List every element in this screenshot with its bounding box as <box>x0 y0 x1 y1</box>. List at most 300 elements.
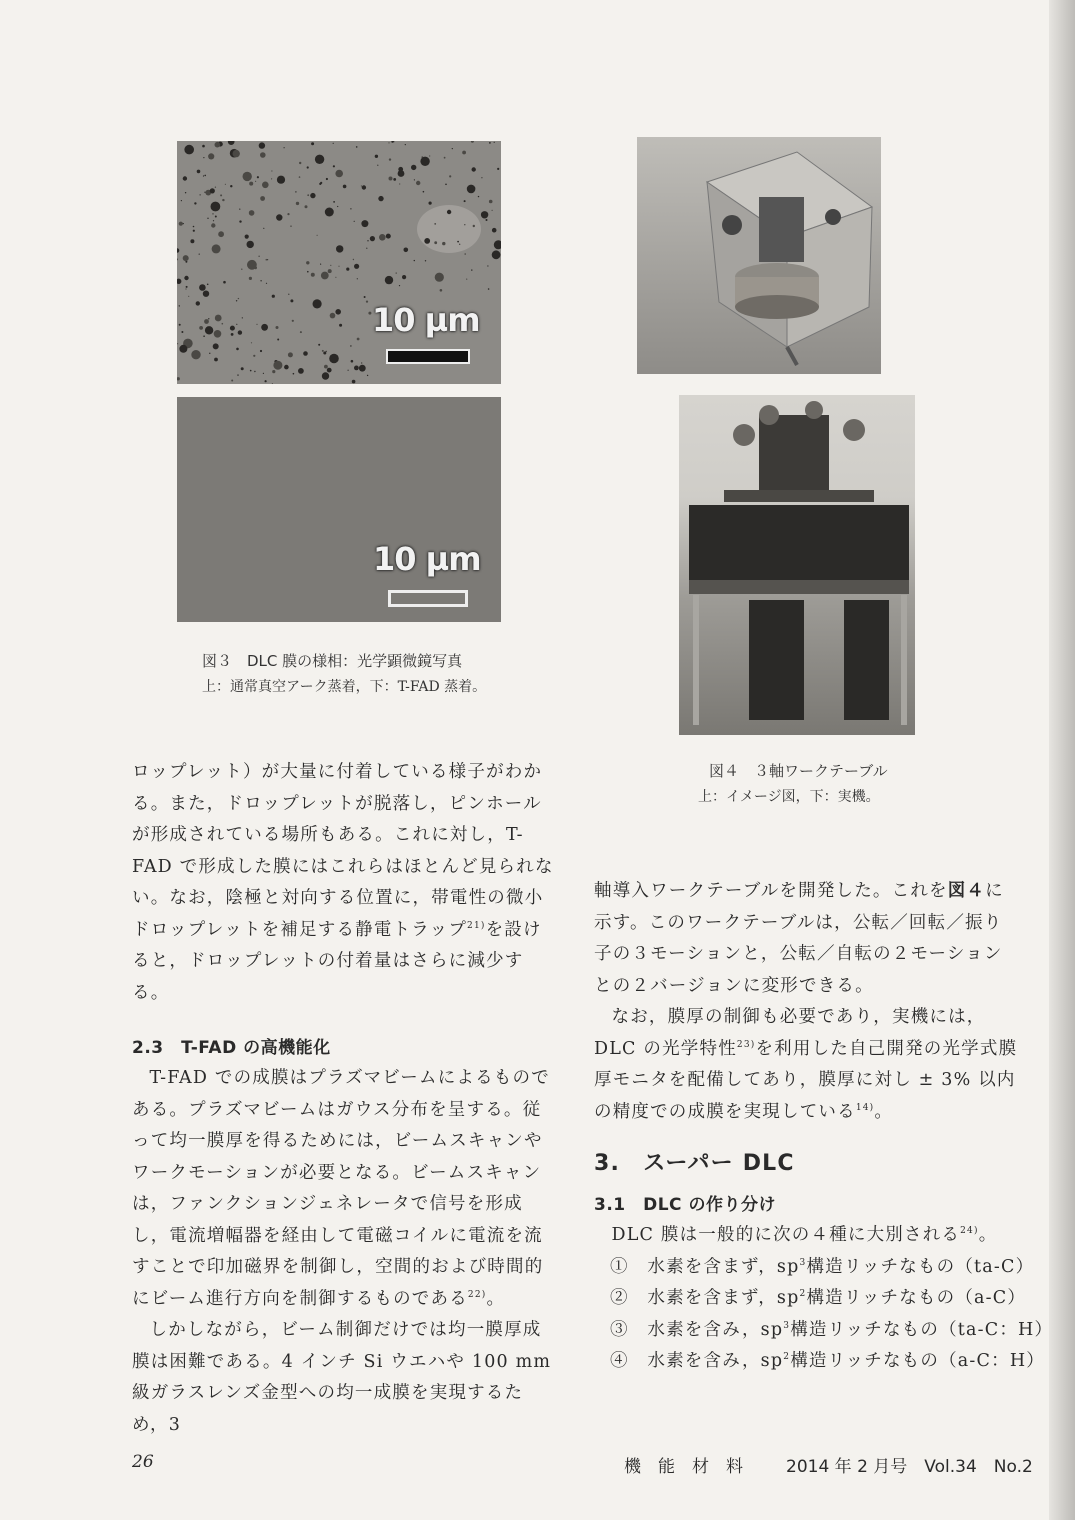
droplet-dot <box>323 352 326 355</box>
droplet-dot <box>299 176 301 178</box>
scale-label-bottom: 10 µm <box>373 540 481 578</box>
droplet-dot <box>241 269 242 270</box>
droplet-dot <box>330 265 331 266</box>
droplet-dot <box>203 291 209 297</box>
droplet-dot <box>366 248 367 249</box>
droplet-dot <box>494 240 501 249</box>
droplet-dot <box>199 284 206 291</box>
droplet-dot <box>177 258 178 260</box>
droplet-dot <box>447 210 451 214</box>
droplet-dot <box>306 261 309 264</box>
droplet-dot <box>361 185 362 186</box>
droplet-dot <box>379 234 386 241</box>
droplet-dot <box>249 210 255 216</box>
droplet-dot <box>385 276 393 284</box>
droplet-dot <box>471 269 472 270</box>
droplet-dot <box>346 268 349 271</box>
droplet-dot <box>255 181 256 182</box>
scale-bar-bottom <box>388 590 468 607</box>
droplet-dot <box>186 286 188 288</box>
droplet-dot <box>236 348 239 351</box>
droplet-dot <box>293 373 295 375</box>
droplet-dot <box>337 206 338 207</box>
droplet-dot <box>277 176 285 184</box>
droplet-dot <box>207 218 208 219</box>
droplet-dot <box>319 183 321 185</box>
droplet-dot <box>350 208 352 210</box>
droplet-dot <box>492 210 493 211</box>
droplet-dot <box>320 264 321 265</box>
ref-23: 23) <box>736 1039 756 1050</box>
droplet-dot <box>200 194 201 195</box>
droplet-dot <box>335 277 336 278</box>
droplet-dot <box>296 202 299 205</box>
droplet-dot <box>338 266 339 267</box>
droplet-dot <box>361 220 368 227</box>
dlc-item-num: ① <box>610 1256 648 1277</box>
droplet-dot <box>335 309 341 315</box>
droplet-dot <box>213 343 219 349</box>
droplet-dot <box>267 259 268 260</box>
droplet-dot <box>492 250 501 259</box>
worktable-render-drawing <box>637 137 881 374</box>
droplet-dot <box>196 301 200 305</box>
droplet-dot <box>307 166 309 168</box>
droplet-dots <box>177 141 501 384</box>
droplet-dot <box>445 184 447 186</box>
droplet-dot <box>471 141 474 143</box>
droplet-dot <box>272 295 275 298</box>
droplet-dot <box>179 222 183 226</box>
section-2-3-heading: 2.3 T-FAD の高機能化 <box>132 1038 331 1058</box>
droplet-dot <box>370 236 375 241</box>
right-column <box>594 876 1054 1378</box>
droplet-dot <box>307 194 309 196</box>
droplet-dot <box>364 296 366 298</box>
dlc-type-item <box>594 1252 1035 1284</box>
scale-bar-top <box>386 349 470 364</box>
droplet-dot <box>271 178 272 179</box>
droplet-dot <box>253 355 255 357</box>
droplet-dot <box>354 221 355 222</box>
droplet-dot <box>284 365 289 370</box>
droplet-dot <box>326 351 327 352</box>
droplet-dot <box>241 367 244 370</box>
left-para2-end: 。 <box>486 1288 506 1309</box>
droplet-dot <box>321 272 329 280</box>
droplet-dot <box>194 202 196 204</box>
droplet-dot <box>492 228 497 233</box>
droplet-dot <box>179 305 180 306</box>
droplet-dot <box>429 155 430 156</box>
droplet-dot <box>333 165 335 167</box>
droplet-dot <box>425 260 426 261</box>
droplet-dot <box>449 175 451 177</box>
droplet-dot <box>211 202 221 212</box>
droplet-dot <box>203 335 205 337</box>
droplet-dot <box>489 142 491 144</box>
droplet-dot <box>203 157 204 158</box>
dlc-item-sup: 2 <box>783 1352 791 1363</box>
droplet-dot <box>402 275 406 279</box>
droplet-dot <box>230 185 232 187</box>
droplet-dot <box>389 177 393 181</box>
droplet-dot <box>251 342 252 343</box>
dlc-item-pre: 水素を含まず，sp <box>647 1256 800 1277</box>
droplet-dot <box>396 272 397 273</box>
droplet-dot <box>214 330 222 338</box>
droplet-dot <box>199 326 203 330</box>
ref-14: 14) <box>855 1102 875 1113</box>
droplet-dot <box>339 324 342 327</box>
droplet-dot <box>398 167 403 172</box>
droplet-dot <box>326 178 328 180</box>
droplet-dot <box>315 155 324 164</box>
droplet-dot <box>494 142 495 143</box>
ref-24: 24) <box>960 1226 979 1237</box>
droplet-dot <box>389 158 391 160</box>
droplet-dot <box>330 313 336 319</box>
droplet-dot <box>311 142 314 145</box>
droplet-dot <box>276 326 279 329</box>
droplet-dot <box>440 289 443 292</box>
right-paragraph-3 <box>594 1220 1019 1252</box>
droplet-dot <box>207 284 209 286</box>
right-para3-text: DLC 膜は一般的に次の４種に大別される <box>611 1225 961 1245</box>
droplet-dot <box>348 370 349 371</box>
droplet-dot <box>243 172 252 181</box>
droplet-dot <box>313 299 322 308</box>
droplet-dot <box>263 228 264 229</box>
droplet-dot <box>404 248 409 253</box>
droplet-dot <box>210 188 215 193</box>
droplet-dot <box>472 167 476 171</box>
dlc-item-sup: 2 <box>799 1289 807 1300</box>
droplet-dot <box>457 241 459 243</box>
droplet-dot <box>388 142 389 143</box>
droplet-dot <box>212 213 213 214</box>
droplet-dot <box>247 260 257 270</box>
droplet-dot <box>222 199 224 201</box>
droplet-dot <box>203 175 204 176</box>
droplet-dot <box>368 312 371 315</box>
droplet-dot <box>473 225 475 227</box>
droplet-dot <box>215 216 217 218</box>
droplet-dot <box>322 372 329 379</box>
left-para1-end: を設けると，ドロップレットの付着量はさらに減少する。 <box>132 919 542 1003</box>
figure4-caption: 図４ ３軸ワークテーブル <box>709 762 888 780</box>
droplet-dot <box>205 326 213 334</box>
droplet-dot <box>452 148 453 149</box>
droplet-dot <box>193 226 195 228</box>
droplet-dot <box>254 371 255 372</box>
droplet-dot <box>464 253 466 255</box>
droplet-dot <box>261 324 268 331</box>
dlc-item-sup: 3 <box>799 1257 807 1268</box>
droplet-dot <box>231 333 234 336</box>
right-para3-end: 。 <box>978 1225 998 1245</box>
figure4-reference: 図４ <box>947 881 986 901</box>
droplet-dot <box>220 194 222 196</box>
machine-photo-drawing <box>679 395 915 735</box>
droplet-dot <box>310 193 315 198</box>
droplet-dot <box>329 354 339 364</box>
droplet-dot <box>442 242 445 245</box>
droplet-dot <box>434 223 436 225</box>
droplet-dot <box>260 152 266 158</box>
droplet-dot <box>393 178 396 181</box>
droplet-dot <box>414 179 415 180</box>
section-3-1-heading: 3.1 DLC の作り分け <box>594 1195 776 1215</box>
droplet-dot <box>350 345 351 346</box>
dlc-item-pre: 水素を含み，sp <box>647 1351 784 1371</box>
figure3-caption: 図３ DLC 膜の様相：光学顕微鏡写真 <box>202 652 463 670</box>
droplet-dot <box>497 168 499 170</box>
dlc-item-post: 構造リッチなもの（a-C） <box>806 1288 1027 1308</box>
droplet-dot <box>464 224 465 225</box>
droplet-dot <box>204 192 205 193</box>
droplet-dot <box>272 383 273 384</box>
droplet-dot <box>215 187 216 188</box>
droplet-dot <box>328 269 332 273</box>
droplet-dot <box>478 196 479 197</box>
droplet-dot <box>266 259 268 261</box>
droplet-dot <box>199 254 200 255</box>
droplet-dot <box>435 273 444 282</box>
figure3-subcaption: 上：通常真空アーク蒸着，下：T-FAD 蒸着。 <box>202 679 487 695</box>
droplet-dot <box>316 157 317 158</box>
left-paragraph-3: しかしながら，ビーム制御だけでは均一膜厚成膜は困難である。4 インチ Si ウエハや 100 mm 級ガラスレンズ金型への均一成膜を実現するため，3 <box>132 1320 552 1435</box>
page-number: 26 <box>132 1452 154 1472</box>
droplet-dot <box>209 353 210 354</box>
droplet-dot <box>488 288 490 290</box>
droplet-dot <box>317 235 318 236</box>
droplet-dot <box>183 255 189 261</box>
droplet-dot <box>399 285 400 286</box>
scale-label-top: 10 µm <box>372 301 480 339</box>
droplet-dot <box>204 175 206 177</box>
droplet-dot <box>420 157 429 166</box>
droplet-dot <box>467 185 476 194</box>
droplet-dot <box>225 184 226 185</box>
journal-name: 機 能 材 料 <box>624 1457 743 1477</box>
droplet-dot <box>424 238 430 244</box>
droplet-dot <box>295 191 296 192</box>
droplet-dot <box>375 155 378 158</box>
droplet-dot <box>333 143 334 144</box>
droplet-dot <box>177 248 179 253</box>
droplet-dot <box>362 185 366 189</box>
droplet-dot <box>177 279 181 284</box>
droplet-dot <box>386 234 391 239</box>
droplet-dot <box>191 350 200 359</box>
droplet-dot <box>487 265 488 266</box>
dlc-type-item <box>594 1283 1027 1315</box>
droplet-dot <box>215 315 222 322</box>
droplet-dot <box>228 141 235 145</box>
droplet-dot <box>233 150 240 157</box>
droplet-dot <box>257 176 259 178</box>
dlc-item-pre: 水素を含まず，sp <box>647 1288 800 1308</box>
droplet-dot <box>311 273 315 277</box>
droplet-dot <box>354 264 359 269</box>
droplet-dot <box>242 317 243 318</box>
droplet-dot <box>299 162 301 164</box>
droplet-dot <box>188 296 189 297</box>
droplet-dot <box>260 280 261 281</box>
droplet-dot <box>356 146 358 148</box>
droplet-dot <box>305 205 308 208</box>
figure4-subcaption: 上：イメージ図，下：実機。 <box>698 789 880 805</box>
droplet-dot <box>179 324 181 326</box>
droplet-dot <box>333 201 335 203</box>
figure3-top-micrograph <box>177 141 501 384</box>
right-para1-text-b: に示す。このワークテーブルは，公転／回転／振り子の３モーションと，公転／自転の２モーションとの２バージョンに変形できる。 <box>594 881 1004 996</box>
droplet-dot <box>405 144 406 145</box>
dlc-type-item <box>594 1315 1054 1347</box>
droplet-dot <box>236 324 237 325</box>
droplet-dot <box>357 338 360 341</box>
droplet-dot <box>284 147 285 148</box>
figure4-machine-photo <box>679 395 915 735</box>
figure4-rendering <box>637 137 881 374</box>
droplet-dot <box>249 182 253 186</box>
droplet-dot <box>237 374 238 375</box>
dlc-type-item <box>594 1346 1045 1378</box>
droplet-dot <box>197 170 201 174</box>
dlc-item-num: ③ <box>610 1319 648 1340</box>
droplet-dot <box>212 244 221 253</box>
droplet-dot <box>259 142 265 148</box>
ref-22: 22) <box>467 1289 487 1300</box>
droplet-dot <box>367 240 368 241</box>
figure3-bottom-micrograph <box>177 397 501 622</box>
droplet-dot <box>423 191 425 193</box>
section-3-heading: 3. スーパー DLC <box>594 1151 795 1176</box>
droplet-dot <box>260 350 262 352</box>
droplet-dot <box>230 326 235 331</box>
droplet-dot <box>256 324 257 325</box>
droplet-dot <box>353 259 354 260</box>
dlc-item-num: ④ <box>610 1351 648 1371</box>
droplet-dot <box>214 358 218 362</box>
dlc-item-post: 構造リッチなもの（ta-C：H） <box>790 1319 1054 1340</box>
droplet-dot <box>411 165 416 170</box>
droplet-dot <box>288 294 289 295</box>
droplet-dot <box>239 209 240 210</box>
droplet-dot <box>318 344 320 346</box>
dlc-item-post: 構造リッチなもの（a-C：H） <box>790 1351 1045 1371</box>
right-para2-text-a: なお，膜厚の制御も必要であり，実機には，DLC の光学特性 <box>594 1007 986 1059</box>
page-edge-shadow <box>1049 0 1075 1520</box>
droplet-dot <box>185 192 186 193</box>
droplet-dot <box>414 260 415 261</box>
droplet-dot <box>260 196 265 201</box>
droplet-dot <box>211 223 215 227</box>
droplet-dot <box>184 145 194 155</box>
dlc-type-list <box>594 1252 1054 1378</box>
droplet-dot <box>287 213 289 215</box>
droplet-dot <box>276 214 282 220</box>
droplet-dot <box>250 370 252 372</box>
droplet-dot <box>277 339 279 341</box>
droplet-dot <box>324 365 328 369</box>
droplet-dot <box>179 345 187 353</box>
droplet-dot <box>208 318 209 319</box>
droplet-dot <box>303 351 308 356</box>
droplet-dot <box>459 244 460 245</box>
right-paragraph-2 <box>594 1002 1019 1128</box>
droplet-dot <box>239 220 241 222</box>
droplet-dot <box>359 365 366 372</box>
droplet-dot <box>429 202 432 205</box>
dlc-item-pre: 水素を含み，sp <box>647 1319 784 1340</box>
droplet-dot <box>377 165 378 166</box>
ref-21: 21) <box>467 920 486 931</box>
droplet-dot <box>416 181 420 185</box>
droplet-dot <box>218 231 224 237</box>
droplet-dot <box>263 373 264 374</box>
droplet-dot <box>391 141 393 143</box>
droplet-dot <box>290 226 291 227</box>
droplet-dot <box>183 176 187 180</box>
droplet-dot <box>366 301 368 303</box>
droplet-dot <box>354 366 359 371</box>
droplet-dot <box>208 153 214 159</box>
droplet-dot <box>177 377 180 380</box>
droplet-dot <box>259 256 260 257</box>
droplet-dot <box>399 183 400 184</box>
droplet-dot <box>290 299 293 302</box>
droplet-dot <box>231 380 233 382</box>
left-paragraph-1 <box>132 757 557 1009</box>
droplet-dot <box>298 368 304 374</box>
droplet-dot <box>343 185 347 189</box>
dlc-item-num: ② <box>610 1288 648 1308</box>
droplet-dot <box>466 279 467 280</box>
droplet-dot <box>352 380 356 384</box>
right-para1-text-a: 軸導入ワークテーブルを開発した。これを <box>594 881 948 901</box>
left-column <box>132 757 557 1441</box>
droplet-dot <box>183 223 184 224</box>
dlc-item-sup: 3 <box>783 1320 791 1331</box>
droplet-dot <box>272 370 275 373</box>
droplet-dot <box>204 319 209 324</box>
droplet-dot <box>185 288 186 289</box>
droplet-dot <box>327 368 332 373</box>
droplet-dot <box>245 235 249 239</box>
droplet-dot <box>292 320 294 322</box>
droplet-dot <box>190 239 194 243</box>
left-para2-text: T-FAD での成膜はプラズマビームによるものである。プラズマビームはガウス分布を呈する。従って均一膜厚を得るためには，ビームスキャンやワークモーションが必要となる。ビームスキャンは，ファンクションジェネレータで信号を形成し，電流増幅器を経由して電磁コイルに電流を流すことで印加磁界を制御し，空間的および時間的にビーム進行方向を制御するものである <box>132 1068 550 1309</box>
droplet-dot <box>307 271 309 273</box>
droplet-dot <box>181 331 183 333</box>
droplet-dot <box>249 277 252 280</box>
droplet-dot <box>238 330 242 334</box>
droplet-dot <box>378 196 383 201</box>
droplet-dot <box>486 219 488 221</box>
droplet-dot <box>247 241 254 248</box>
droplet-dot <box>335 170 343 178</box>
right-para2-end: 。 <box>874 1101 894 1122</box>
left-paragraph-2 <box>132 1063 557 1315</box>
droplet-dot <box>202 145 205 148</box>
droplet-dot <box>181 200 182 201</box>
droplet-dot <box>336 245 343 252</box>
droplet-dot <box>215 142 221 148</box>
droplet-dot <box>222 323 224 325</box>
droplet-dot <box>266 283 267 284</box>
